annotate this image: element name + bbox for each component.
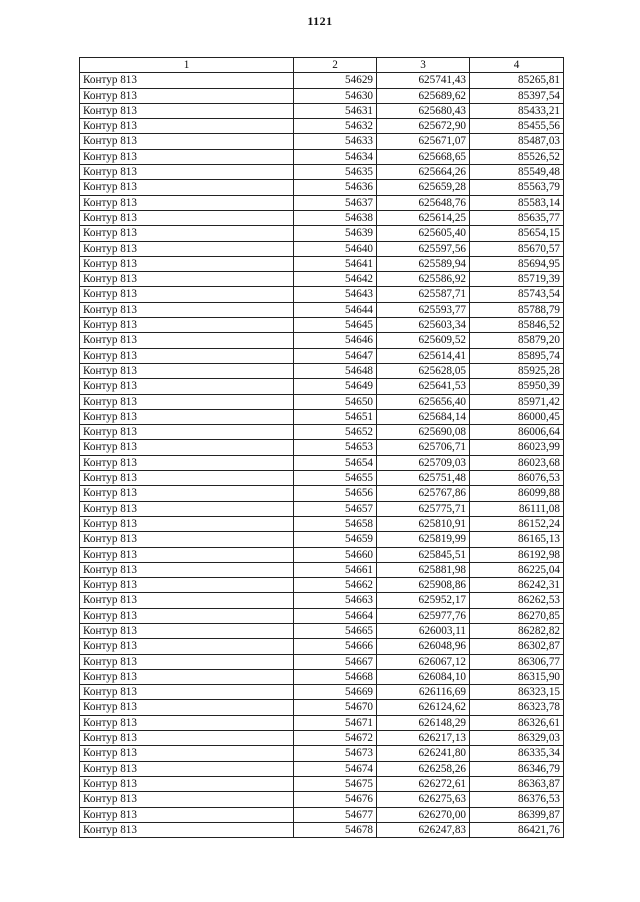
x-coordinate-cell: 625603,34 — [377, 318, 470, 333]
point-number-cell: 54659 — [294, 532, 377, 547]
table-row — [80, 562, 564, 577]
table-row — [80, 440, 564, 455]
contour-name-cell: Контур 813 — [80, 669, 294, 684]
contour-name-cell: Контур 813 — [80, 287, 294, 302]
x-coordinate-cell: 626272,61 — [377, 776, 470, 791]
y-coordinate-cell: 86306,77 — [470, 654, 564, 669]
point-number-cell: 54672 — [294, 731, 377, 746]
table-row — [80, 425, 564, 440]
point-number-cell: 54639 — [294, 226, 377, 241]
x-coordinate-cell: 626241,80 — [377, 746, 470, 761]
x-coordinate-cell: 625684,14 — [377, 409, 470, 424]
x-coordinate-cell: 625977,76 — [377, 608, 470, 623]
y-coordinate-cell: 86000,45 — [470, 409, 564, 424]
x-coordinate-cell: 626148,29 — [377, 715, 470, 730]
table-row — [80, 195, 564, 210]
table-row — [80, 119, 564, 134]
contour-name-cell: Контур 813 — [80, 149, 294, 164]
table-row — [80, 731, 564, 746]
y-coordinate-cell: 85719,39 — [470, 272, 564, 287]
x-coordinate-cell: 625680,43 — [377, 103, 470, 118]
x-coordinate-cell: 625690,08 — [377, 425, 470, 440]
x-coordinate-cell: 625614,41 — [377, 348, 470, 363]
x-coordinate-cell: 626247,83 — [377, 822, 470, 837]
point-number-cell: 54651 — [294, 409, 377, 424]
point-number-cell: 54637 — [294, 195, 377, 210]
table-row — [80, 302, 564, 317]
contour-name-cell: Контур 813 — [80, 379, 294, 394]
contour-name-cell: Контур 813 — [80, 639, 294, 654]
y-coordinate-cell: 86346,79 — [470, 761, 564, 776]
point-number-cell: 54656 — [294, 486, 377, 501]
contour-name-cell: Контур 813 — [80, 593, 294, 608]
contour-name-cell: Контур 813 — [80, 195, 294, 210]
contour-name-cell: Контур 813 — [80, 715, 294, 730]
table-row — [80, 822, 564, 837]
point-number-cell: 54644 — [294, 302, 377, 317]
contour-name-cell: Контур 813 — [80, 761, 294, 776]
table-row — [80, 776, 564, 791]
x-coordinate-cell: 625656,40 — [377, 394, 470, 409]
x-coordinate-cell: 625628,05 — [377, 363, 470, 378]
table-row — [80, 471, 564, 486]
x-coordinate-cell: 625908,86 — [377, 578, 470, 593]
point-number-cell: 54669 — [294, 685, 377, 700]
y-coordinate-cell: 86282,82 — [470, 623, 564, 638]
y-coordinate-cell: 85583,14 — [470, 195, 564, 210]
y-coordinate-cell: 85635,77 — [470, 210, 564, 225]
table-row — [80, 394, 564, 409]
contour-name-cell: Контур 813 — [80, 700, 294, 715]
x-coordinate-cell: 626084,10 — [377, 669, 470, 684]
x-coordinate-cell: 625593,77 — [377, 302, 470, 317]
table-row — [80, 256, 564, 271]
table-header — [80, 58, 564, 73]
table-body — [80, 73, 564, 838]
contour-name-cell: Контур 813 — [80, 455, 294, 470]
point-number-cell: 54632 — [294, 119, 377, 134]
y-coordinate-cell: 86335,34 — [470, 746, 564, 761]
y-coordinate-cell: 85455,56 — [470, 119, 564, 134]
point-number-cell: 54646 — [294, 333, 377, 348]
x-coordinate-cell: 626275,63 — [377, 792, 470, 807]
contour-name-cell: Контур 813 — [80, 685, 294, 700]
y-coordinate-cell: 86270,85 — [470, 608, 564, 623]
table-row — [80, 149, 564, 164]
point-number-cell: 54631 — [294, 103, 377, 118]
point-number-cell: 54630 — [294, 88, 377, 103]
x-coordinate-cell: 625672,90 — [377, 119, 470, 134]
point-number-cell: 54654 — [294, 455, 377, 470]
y-coordinate-cell: 85654,15 — [470, 226, 564, 241]
y-coordinate-cell: 85925,28 — [470, 363, 564, 378]
x-coordinate-cell: 625845,51 — [377, 547, 470, 562]
table-row — [80, 578, 564, 593]
y-coordinate-cell: 86023,99 — [470, 440, 564, 455]
contour-name-cell: Контур 813 — [80, 776, 294, 791]
y-coordinate-cell: 86023,68 — [470, 455, 564, 470]
y-coordinate-cell: 86242,31 — [470, 578, 564, 593]
x-coordinate-cell: 626116,69 — [377, 685, 470, 700]
point-number-cell: 54675 — [294, 776, 377, 791]
y-coordinate-cell: 86329,03 — [470, 731, 564, 746]
column-header-4: 4 — [470, 58, 564, 73]
table-row — [80, 623, 564, 638]
contour-name-cell: Контур 813 — [80, 88, 294, 103]
y-coordinate-cell: 86192,98 — [470, 547, 564, 562]
table-row — [80, 210, 564, 225]
contour-name-cell: Контур 813 — [80, 226, 294, 241]
point-number-cell: 54666 — [294, 639, 377, 654]
y-coordinate-cell: 85694,95 — [470, 256, 564, 271]
y-coordinate-cell: 86323,15 — [470, 685, 564, 700]
table-row — [80, 792, 564, 807]
contour-name-cell: Контур 813 — [80, 73, 294, 88]
x-coordinate-cell: 626258,26 — [377, 761, 470, 776]
y-coordinate-cell: 86323,78 — [470, 700, 564, 715]
table-row — [80, 88, 564, 103]
table-row — [80, 241, 564, 256]
table-row — [80, 318, 564, 333]
point-number-cell: 54676 — [294, 792, 377, 807]
y-coordinate-cell: 86006,64 — [470, 425, 564, 440]
point-number-cell: 54674 — [294, 761, 377, 776]
y-coordinate-cell: 86099,88 — [470, 486, 564, 501]
table-row — [80, 639, 564, 654]
contour-name-cell: Контур 813 — [80, 440, 294, 455]
contour-name-cell: Контур 813 — [80, 425, 294, 440]
contour-name-cell: Контур 813 — [80, 516, 294, 531]
x-coordinate-cell: 625648,76 — [377, 195, 470, 210]
x-coordinate-cell: 625614,25 — [377, 210, 470, 225]
x-coordinate-cell: 625751,48 — [377, 471, 470, 486]
table-row — [80, 348, 564, 363]
point-number-cell: 54635 — [294, 165, 377, 180]
contour-name-cell: Контур 813 — [80, 623, 294, 638]
contour-name-cell: Контур 813 — [80, 363, 294, 378]
point-number-cell: 54668 — [294, 669, 377, 684]
point-number-cell: 54653 — [294, 440, 377, 455]
x-coordinate-cell: 625767,86 — [377, 486, 470, 501]
x-coordinate-cell: 625952,17 — [377, 593, 470, 608]
table-row — [80, 409, 564, 424]
y-coordinate-cell: 85971,42 — [470, 394, 564, 409]
table-row — [80, 333, 564, 348]
point-number-cell: 54649 — [294, 379, 377, 394]
point-number-cell: 54662 — [294, 578, 377, 593]
y-coordinate-cell: 85265,81 — [470, 73, 564, 88]
table-row — [80, 807, 564, 822]
x-coordinate-cell: 626217,13 — [377, 731, 470, 746]
y-coordinate-cell: 86152,24 — [470, 516, 564, 531]
y-coordinate-cell: 86165,13 — [470, 532, 564, 547]
table-row — [80, 593, 564, 608]
column-header-2: 2 — [294, 58, 377, 73]
point-number-cell: 54658 — [294, 516, 377, 531]
contour-name-cell: Контур 813 — [80, 562, 294, 577]
contour-name-cell: Контур 813 — [80, 547, 294, 562]
contour-name-cell: Контур 813 — [80, 731, 294, 746]
y-coordinate-cell: 86376,53 — [470, 792, 564, 807]
y-coordinate-cell: 86302,87 — [470, 639, 564, 654]
contour-name-cell: Контур 813 — [80, 134, 294, 149]
column-header-1: 1 — [80, 58, 294, 73]
contour-name-cell: Контур 813 — [80, 608, 294, 623]
point-number-cell: 54634 — [294, 149, 377, 164]
table-row — [80, 715, 564, 730]
contour-name-cell: Контур 813 — [80, 532, 294, 547]
point-number-cell: 54629 — [294, 73, 377, 88]
point-number-cell: 54678 — [294, 822, 377, 837]
point-number-cell: 54655 — [294, 471, 377, 486]
x-coordinate-cell: 625819,99 — [377, 532, 470, 547]
contour-name-cell: Контур 813 — [80, 578, 294, 593]
point-number-cell: 54642 — [294, 272, 377, 287]
x-coordinate-cell: 625671,07 — [377, 134, 470, 149]
point-number-cell: 54677 — [294, 807, 377, 822]
table-row — [80, 501, 564, 516]
point-number-cell: 54673 — [294, 746, 377, 761]
contour-name-cell: Контур 813 — [80, 272, 294, 287]
table-row — [80, 700, 564, 715]
table-row — [80, 73, 564, 88]
x-coordinate-cell: 625709,03 — [377, 455, 470, 470]
contour-name-cell: Контур 813 — [80, 318, 294, 333]
point-number-cell: 54641 — [294, 256, 377, 271]
y-coordinate-cell: 86225,04 — [470, 562, 564, 577]
table-row — [80, 455, 564, 470]
y-coordinate-cell: 85846,52 — [470, 318, 564, 333]
contour-name-cell: Контур 813 — [80, 822, 294, 837]
y-coordinate-cell: 85950,39 — [470, 379, 564, 394]
contour-name-cell: Контур 813 — [80, 119, 294, 134]
point-number-cell: 54671 — [294, 715, 377, 730]
table-row — [80, 379, 564, 394]
table-row — [80, 746, 564, 761]
contour-name-cell: Контур 813 — [80, 501, 294, 516]
contour-name-cell: Контур 813 — [80, 256, 294, 271]
point-number-cell: 54650 — [294, 394, 377, 409]
point-number-cell: 54640 — [294, 241, 377, 256]
contour-name-cell: Контур 813 — [80, 471, 294, 486]
contour-name-cell: Контур 813 — [80, 807, 294, 822]
contour-name-cell: Контур 813 — [80, 210, 294, 225]
y-coordinate-cell: 85549,48 — [470, 165, 564, 180]
x-coordinate-cell: 625775,71 — [377, 501, 470, 516]
table-row — [80, 486, 564, 501]
point-number-cell: 54665 — [294, 623, 377, 638]
y-coordinate-cell: 85879,20 — [470, 333, 564, 348]
y-coordinate-cell: 85743,54 — [470, 287, 564, 302]
x-coordinate-cell: 626067,12 — [377, 654, 470, 669]
x-coordinate-cell: 625689,62 — [377, 88, 470, 103]
x-coordinate-cell: 625605,40 — [377, 226, 470, 241]
point-number-cell: 54670 — [294, 700, 377, 715]
table-row — [80, 669, 564, 684]
point-number-cell: 54664 — [294, 608, 377, 623]
x-coordinate-cell: 626003,11 — [377, 623, 470, 638]
x-coordinate-cell: 625741,43 — [377, 73, 470, 88]
y-coordinate-cell: 85487,03 — [470, 134, 564, 149]
table-row — [80, 363, 564, 378]
x-coordinate-cell: 625881,98 — [377, 562, 470, 577]
contour-name-cell: Контур 813 — [80, 180, 294, 195]
y-coordinate-cell: 85895,74 — [470, 348, 564, 363]
contour-name-cell: Контур 813 — [80, 746, 294, 761]
y-coordinate-cell: 85788,79 — [470, 302, 564, 317]
x-coordinate-cell: 626124,62 — [377, 700, 470, 715]
contour-name-cell: Контур 813 — [80, 241, 294, 256]
contour-name-cell: Контур 813 — [80, 348, 294, 363]
y-coordinate-cell: 86421,76 — [470, 822, 564, 837]
x-coordinate-cell: 625706,71 — [377, 440, 470, 455]
contour-name-cell: Контур 813 — [80, 302, 294, 317]
x-coordinate-cell: 625597,56 — [377, 241, 470, 256]
x-coordinate-cell: 625664,26 — [377, 165, 470, 180]
table-row — [80, 608, 564, 623]
x-coordinate-cell: 625589,94 — [377, 256, 470, 271]
table-row — [80, 272, 564, 287]
contour-name-cell: Контур 813 — [80, 486, 294, 501]
point-number-cell: 54661 — [294, 562, 377, 577]
point-number-cell: 54660 — [294, 547, 377, 562]
contour-name-cell: Контур 813 — [80, 103, 294, 118]
x-coordinate-cell: 625668,65 — [377, 149, 470, 164]
x-coordinate-cell: 625586,92 — [377, 272, 470, 287]
table-row — [80, 134, 564, 149]
x-coordinate-cell: 625810,91 — [377, 516, 470, 531]
contour-name-cell: Контур 813 — [80, 165, 294, 180]
y-coordinate-cell: 86111,08 — [470, 501, 564, 516]
contour-name-cell: Контур 813 — [80, 792, 294, 807]
x-coordinate-cell: 625587,71 — [377, 287, 470, 302]
y-coordinate-cell: 86262,53 — [470, 593, 564, 608]
table-row — [80, 516, 564, 531]
table-row — [80, 103, 564, 118]
x-coordinate-cell: 625659,28 — [377, 180, 470, 195]
header-row — [80, 58, 564, 73]
page-number: 1121 — [307, 14, 333, 28]
y-coordinate-cell: 86363,87 — [470, 776, 564, 791]
table-row — [80, 761, 564, 776]
coordinates-table — [79, 57, 564, 838]
point-number-cell: 54657 — [294, 501, 377, 516]
table-row — [80, 226, 564, 241]
x-coordinate-cell: 625609,52 — [377, 333, 470, 348]
point-number-cell: 54636 — [294, 180, 377, 195]
contour-name-cell: Контур 813 — [80, 409, 294, 424]
point-number-cell: 54667 — [294, 654, 377, 669]
table-row — [80, 685, 564, 700]
table-row — [80, 180, 564, 195]
y-coordinate-cell: 85670,57 — [470, 241, 564, 256]
table-row — [80, 165, 564, 180]
point-number-cell: 54638 — [294, 210, 377, 225]
contour-name-cell: Контур 813 — [80, 654, 294, 669]
y-coordinate-cell: 86399,87 — [470, 807, 564, 822]
column-header-3: 3 — [377, 58, 470, 73]
x-coordinate-cell: 626270,00 — [377, 807, 470, 822]
point-number-cell: 54645 — [294, 318, 377, 333]
y-coordinate-cell: 86326,61 — [470, 715, 564, 730]
contour-name-cell: Контур 813 — [80, 333, 294, 348]
contour-name-cell: Контур 813 — [80, 394, 294, 409]
y-coordinate-cell: 85526,52 — [470, 149, 564, 164]
point-number-cell: 54648 — [294, 363, 377, 378]
point-number-cell: 54663 — [294, 593, 377, 608]
table-row — [80, 532, 564, 547]
point-number-cell: 54647 — [294, 348, 377, 363]
point-number-cell: 54652 — [294, 425, 377, 440]
point-number-cell: 54633 — [294, 134, 377, 149]
table-row — [80, 654, 564, 669]
table-row — [80, 547, 564, 562]
y-coordinate-cell: 85397,54 — [470, 88, 564, 103]
table-row — [80, 287, 564, 302]
y-coordinate-cell: 85433,21 — [470, 103, 564, 118]
x-coordinate-cell: 625641,53 — [377, 379, 470, 394]
point-number-cell: 54643 — [294, 287, 377, 302]
y-coordinate-cell: 86315,90 — [470, 669, 564, 684]
y-coordinate-cell: 86076,53 — [470, 471, 564, 486]
x-coordinate-cell: 626048,96 — [377, 639, 470, 654]
y-coordinate-cell: 85563,79 — [470, 180, 564, 195]
